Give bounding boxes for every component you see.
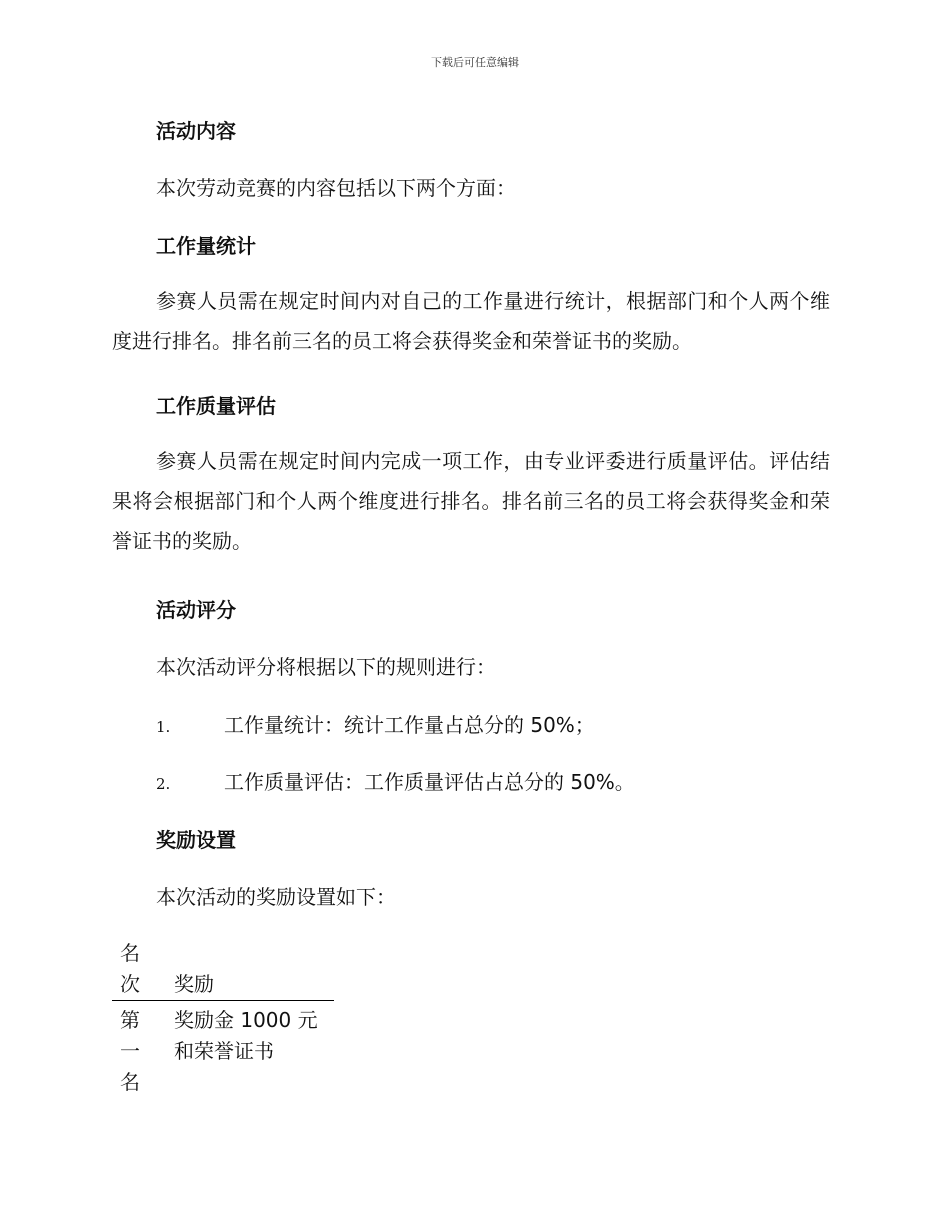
activity-content-intro: 本次劳动竞赛的内容包括以下两个方面：	[156, 176, 516, 200]
list-item-number: 2.	[156, 775, 171, 793]
rewards-intro: 本次活动的奖励设置如下：	[156, 885, 396, 909]
section-heading-scoring: 活动评分	[156, 598, 236, 622]
list-item-text: 工作量统计：统计工作量占总分的 50%；	[224, 713, 595, 737]
table-header-row	[112, 938, 334, 1001]
page-header: 下载后可任意编辑	[431, 56, 519, 69]
list-item-text: 工作质量评估：工作质量评估占总分的 50%。	[224, 770, 635, 794]
table-cell-rank: 第一名	[120, 1008, 140, 1094]
list-item-number: 1.	[156, 718, 171, 736]
table-row	[112, 1001, 334, 1099]
quality-paragraph: 参赛人员需在规定时间内完成一项工作，由专业评委进行质量评估。评估结果将会根据部门和个人两个维度进行排名。排名前三名的员工将会获得奖金和荣誉证书的奖励。	[112, 449, 830, 553]
scoring-list-item	[156, 709, 595, 738]
table-header-reward: 奖励	[152, 938, 334, 1001]
section-heading-rewards: 奖励设置	[156, 828, 236, 852]
table-header-rank: 名次	[112, 938, 152, 1001]
table-cell-reward: 奖励金 1000 元和荣誉证书	[174, 1008, 318, 1063]
scoring-list-item	[156, 766, 635, 795]
section-heading-quality: 工作质量评估	[156, 394, 276, 418]
section-heading-activity-content: 活动内容	[156, 119, 236, 143]
section-heading-workload: 工作量统计	[156, 234, 256, 258]
reward-table	[112, 938, 334, 1098]
workload-paragraph: 参赛人员需在规定时间内对自己的工作量进行统计，根据部门和个人两个维度进行排名。排名前三名的员工将会获得奖金和荣誉证书的奖励。	[112, 289, 830, 353]
scoring-intro: 本次活动评分将根据以下的规则进行：	[156, 655, 496, 679]
